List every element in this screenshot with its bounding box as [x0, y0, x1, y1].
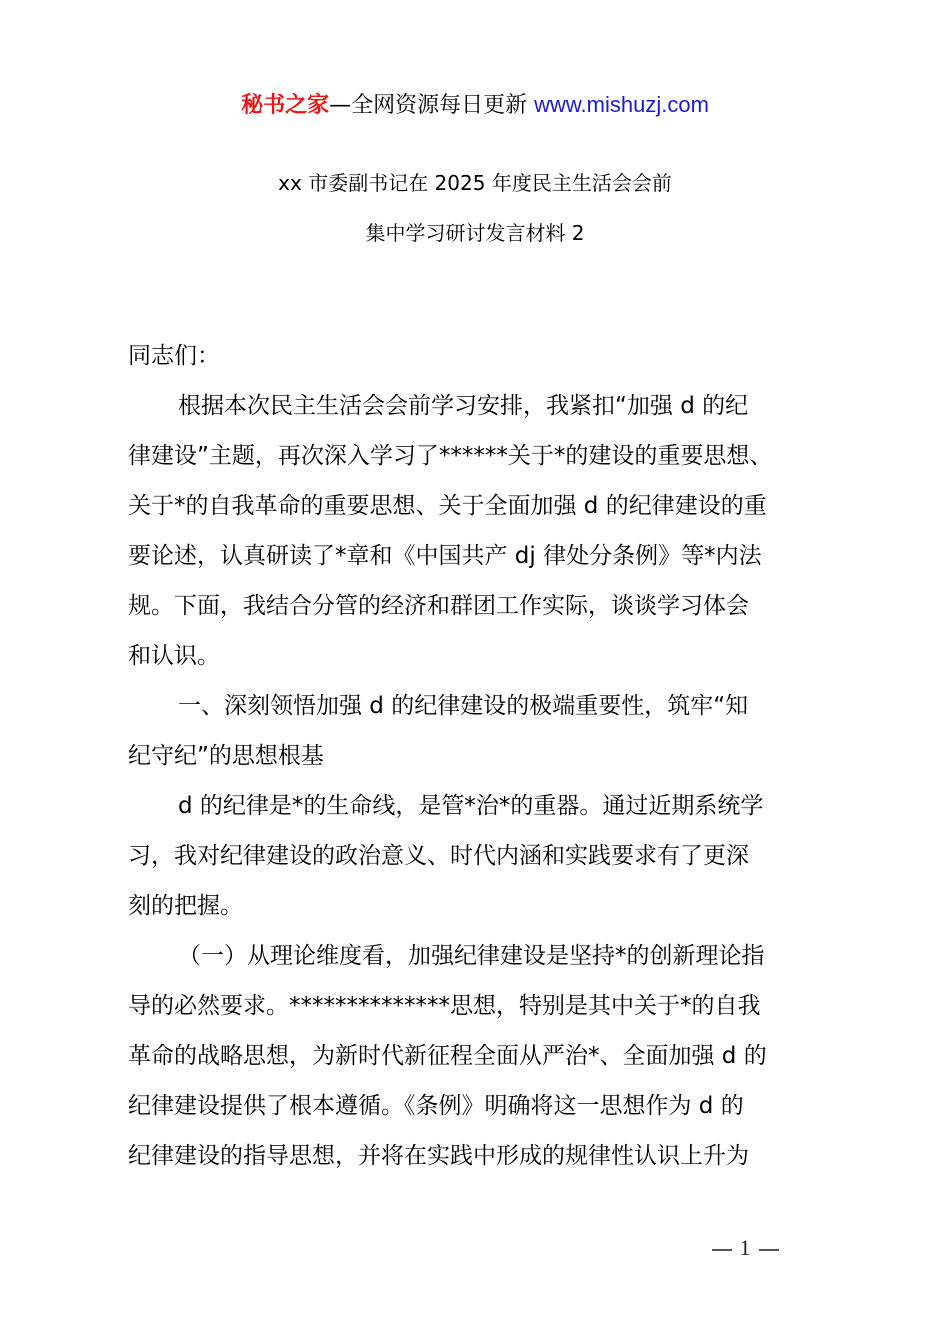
text-line: 律建设”主题，再次深入学习了******关于*的建设的重要思想、 — [128, 443, 773, 469]
page-number — [700, 1233, 790, 1263]
paragraph-theory — [128, 931, 838, 1181]
text-line: d 的纪律是*的生命线，是管*治*的重器。通过近期系统学 — [178, 793, 764, 819]
banner-tagline: 全网资源每日更新 — [351, 93, 528, 118]
text-line: 导的必然要求。**************思想，特别是其中关于*的自我 — [128, 993, 761, 1019]
banner-dash: — — [329, 93, 352, 118]
title-line: 集中学习研讨发言材料 2 — [365, 221, 585, 245]
brand-name: 秘书之家 — [241, 93, 330, 118]
paragraph-discipline — [128, 781, 838, 931]
text-line: （一）从理论维度看，加强纪律建设是坚持*的创新理论指 — [178, 943, 765, 969]
site-banner — [0, 88, 950, 123]
heading-line: 纪守纪”的思想根基 — [128, 743, 324, 769]
text-line: 规。下面，我结合分管的经济和群团工作实际，谈谈学习体会 — [128, 593, 749, 619]
text-line: 刻的把握。 — [128, 893, 243, 919]
heading-line: 一、深刻领悟加强 d 的纪律建设的极端重要性，筑牢“知 — [178, 693, 749, 719]
text-line: 纪律建设提供了根本遵循。《条例》明确将这一思想作为 d 的 — [128, 1093, 744, 1119]
salutation: 同志们： — [128, 343, 220, 369]
text-line: 和认识。 — [128, 643, 220, 669]
page-number-value: 1 — [739, 1235, 751, 1260]
text-line: 要论述，认真研读了*章和《中国共产 dj 律处分条例》等*内法 — [128, 543, 762, 569]
text-line: 根据本次民主生活会会前学习安排，我紧扣“加强 d 的纪 — [178, 393, 749, 419]
document-title — [0, 158, 950, 258]
paragraph-intro — [128, 381, 838, 681]
text-line: 关于*的自我革命的重要思想、关于全面加强 d 的纪律建设的重 — [128, 493, 767, 519]
text-line: 纪律建设的指导思想，并将在实践中形成的规律性认识上升为 — [128, 1143, 749, 1169]
site-url-link[interactable]: www.mishuzj.com — [534, 92, 709, 117]
text-line: 习，我对纪律建设的政治意义、时代内涵和实践要求有了更深 — [128, 843, 749, 869]
text-line: 革命的战略思想，为新时代新征程全面从严治*、全面加强 d 的 — [128, 1043, 767, 1069]
document-body — [128, 331, 838, 1181]
page-number-dash-right — [759, 1249, 779, 1251]
section-heading-1 — [128, 681, 838, 781]
page-number-dash-left — [712, 1249, 732, 1251]
title-line: xx 市委副书记在 2025 年度民主生活会会前 — [278, 171, 672, 195]
